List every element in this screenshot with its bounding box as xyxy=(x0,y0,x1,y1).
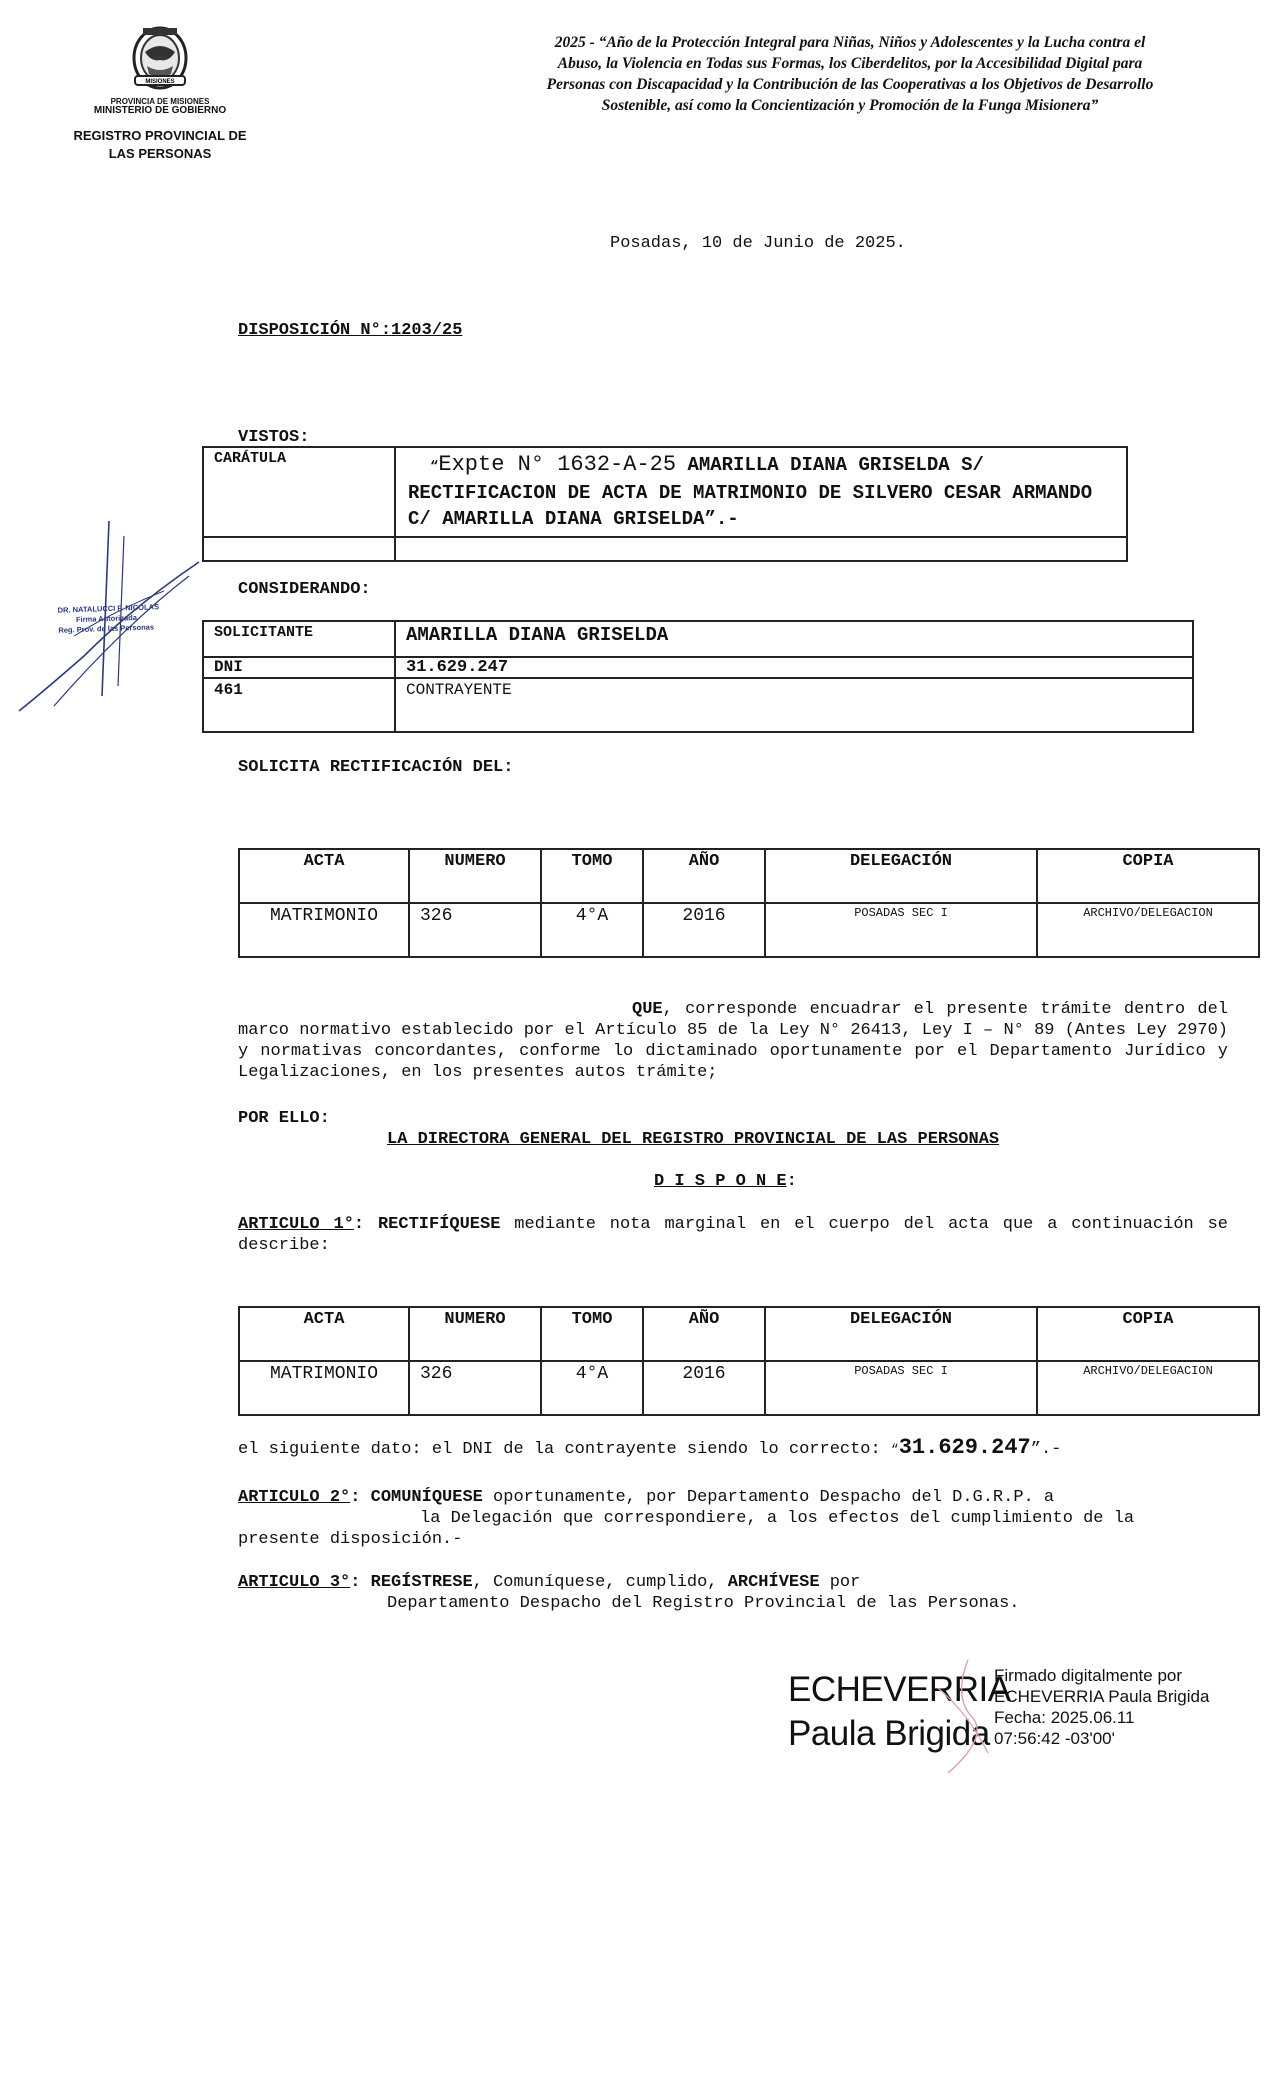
dato-line xyxy=(238,1437,1061,1460)
col-copia: COPIA xyxy=(1037,1307,1259,1361)
solicitante-value: AMARILLA DIANA GRISELDA xyxy=(395,621,1193,657)
caratula-empty-1 xyxy=(203,537,395,561)
cell-numero: 326 xyxy=(409,903,541,957)
registry-name xyxy=(60,127,260,163)
art3-tail: por xyxy=(819,1573,861,1592)
art1-colon: : xyxy=(353,1215,378,1234)
col-delegacion: DELEGACIÓN xyxy=(765,1307,1037,1361)
articulo-1 xyxy=(238,1214,1228,1256)
cell-anio: 2016 xyxy=(643,1361,765,1415)
vistos-heading: VISTOS: xyxy=(238,428,310,447)
solicita-heading: SOLICITA RECTIFICACIÓN DEL: xyxy=(238,758,514,777)
actas-table-1 xyxy=(238,848,1260,958)
art3-verb-2: ARCHÍVESE xyxy=(727,1573,820,1592)
signature-info-4: 07:56:42 -03'00' xyxy=(994,1729,1115,1748)
art2-text-3: presente disposición.- xyxy=(238,1530,463,1549)
year-motto: 2025 - “Año de la Protección Integral para Niñas, Niños y Adolescentes y la Lucha contra el Abuso, la Violencia en Todas sus Formas, los Ciberdelitos, por la Accesibilidad Digital para Personas con Discapacidad y la Contribución de las Cooperativas a los Objetivos de Desarrollo Sostenible, así como la Concientización y Promoción de la Funga Misionera” xyxy=(546,34,1154,114)
dato-value: 31.629.247 xyxy=(898,1435,1031,1460)
art1-verb: RECTIFÍQUESE xyxy=(377,1215,501,1234)
articulo-3 xyxy=(238,1572,1228,1614)
caratula-rest: AMARILLA DIANA GRISELDA S/ RECTIFICACION DE ACTA DE MATRIMONIO DE SILVERO CESAR ARMANDO C/ AMARILLA DIANA GRISELDA”.- xyxy=(408,454,1093,530)
art3-mid: , Comuníquese, cumplido, xyxy=(472,1573,728,1592)
considerando-heading: CONSIDERANDO: xyxy=(238,580,371,599)
dispone-heading xyxy=(654,1171,797,1192)
articulo-2 xyxy=(238,1487,1228,1550)
signature-info-2: ECHEVERRIA Paula Brigida xyxy=(994,1687,1210,1706)
caratula-table xyxy=(202,446,1128,562)
col-anio: AÑO xyxy=(643,1307,765,1361)
cell-acta: MATRIMONIO xyxy=(239,903,409,957)
dni-label: DNI xyxy=(203,657,395,678)
art2-label: ARTICULO 2° xyxy=(238,1488,351,1507)
col-anio: AÑO xyxy=(643,849,765,903)
stamp-line-2: Firma Autorizada xyxy=(75,613,138,625)
caratula-label: CARÁTULA xyxy=(203,447,395,537)
col-numero: NUMERO xyxy=(409,849,541,903)
cell-tomo: 4°A xyxy=(541,1361,643,1415)
dispone-text: D I S P O N E xyxy=(654,1172,787,1191)
role-code: 461 xyxy=(203,678,395,732)
art2-verb: COMUNÍQUESE xyxy=(370,1488,483,1507)
art3-colon: : xyxy=(350,1573,371,1592)
caratula-empty-2 xyxy=(395,537,1127,561)
cell-copia: ARCHIVO/DELEGACION xyxy=(1037,1361,1259,1415)
signature-info-3: Fecha: 2025.06.11 xyxy=(994,1708,1135,1727)
signer-surname: ECHEVERRIA xyxy=(788,1670,1011,1709)
authorized-stamp xyxy=(58,602,160,636)
registry-line-1: REGISTRO PROVINCIAL DE xyxy=(73,128,247,143)
dispone-colon: : xyxy=(786,1172,797,1191)
art2-colon: : xyxy=(350,1488,371,1507)
directora-line: LA DIRECTORA GENERAL DEL REGISTRO PROVINCIAL DE LAS PERSONAS xyxy=(387,1130,1000,1149)
solicitante-table xyxy=(202,620,1194,733)
expte-number: Expte N° 1632-A-25 xyxy=(438,452,677,477)
solicitante-label: SOLICITANTE xyxy=(203,621,395,657)
col-copia: COPIA xyxy=(1037,849,1259,903)
que-text: , corresponde encuadrar el presente trámite dentro del marco normativo establecido por el Artículo 85 de la Ley N° 26413, Ley I – N° 89 (Antes Ley 2970) y normativas concordantes, conforme lo dictaminado oportunamente por el Departamento Jurídico y Legalizaciones, en los presentes autos trámite; xyxy=(238,1000,1228,1082)
cell-anio: 2016 xyxy=(643,903,765,957)
open-quote: “ xyxy=(430,459,439,475)
date-line: Posadas, 10 de Junio de 2025. xyxy=(610,234,906,253)
dato-close: ”.- xyxy=(1030,1440,1062,1459)
cell-tomo: 4°A xyxy=(541,903,643,957)
cell-copia: ARCHIVO/DELEGACION xyxy=(1037,903,1259,957)
dato-open-quote: “ xyxy=(890,1442,899,1457)
art2-line-1 xyxy=(238,1487,1228,1508)
cell-numero: 326 xyxy=(409,1361,541,1415)
art3-text-2: Departamento Despacho del Registro Provincial de las Personas. xyxy=(387,1594,1020,1613)
dni-value: 31.629.247 xyxy=(395,657,1193,678)
col-tomo: TOMO xyxy=(541,849,643,903)
logo-block xyxy=(60,22,260,163)
stamp-line-1: DR. NATALUCCI F. NICOLAS xyxy=(57,602,160,615)
disposicion-number: DISPOSICIÓN N°:1203/25 xyxy=(238,321,463,340)
seal-text: MISIONES xyxy=(145,79,175,85)
art1-text: mediante nota marginal en el cuerpo del acta que a continuación se describe: xyxy=(238,1215,1229,1255)
signature-info-1: Firmado digitalmente por xyxy=(994,1666,1183,1685)
signer-given-names: Paula Brigida xyxy=(788,1714,990,1753)
col-delegacion: DELEGACIÓN xyxy=(765,849,1037,903)
art2-text-2: la Delegación que correspondiere, a los efectos del cumplimiento de la xyxy=(420,1509,1135,1528)
dato-text: el siguiente dato: el DNI de la contrayente siendo lo correcto: xyxy=(238,1440,891,1459)
signature-flourish-icon xyxy=(928,1658,998,1776)
logo-province: PROVINCIA DE MISIONES xyxy=(110,97,210,106)
art2-text-1: oportunamente, por Departamento Despacho del D.G.R.P. a xyxy=(482,1488,1055,1507)
signature-info xyxy=(994,1665,1209,1749)
registry-line-2: LAS PERSONAS xyxy=(108,146,212,161)
col-acta: ACTA xyxy=(239,849,409,903)
art3-line-1 xyxy=(238,1572,1228,1593)
coat-of-arms-icon xyxy=(125,22,195,92)
caratula-value xyxy=(395,447,1127,537)
art3-label: ARTICULO 3° xyxy=(238,1573,351,1592)
role-value: CONTRAYENTE xyxy=(395,678,1193,732)
stamp-line-3: Reg. Prov. de las Personas xyxy=(58,622,155,635)
que-lead: QUE xyxy=(632,1000,663,1019)
cell-delegacion: POSADAS SEC I xyxy=(765,903,1037,957)
col-acta: ACTA xyxy=(239,1307,409,1361)
art1-label: ARTICULO 1° xyxy=(238,1215,354,1234)
col-numero: NUMERO xyxy=(409,1307,541,1361)
por-ello: POR ELLO: xyxy=(238,1109,330,1128)
actas-table-2 xyxy=(238,1306,1260,1416)
logo-ministry: MINISTERIO DE GOBIERNO xyxy=(93,105,227,116)
col-tomo: TOMO xyxy=(541,1307,643,1361)
art3-verb-1: REGÍSTRESE xyxy=(370,1573,473,1592)
que-paragraph xyxy=(238,999,1228,1083)
cell-acta: MATRIMONIO xyxy=(239,1361,409,1415)
cell-delegacion: POSADAS SEC I xyxy=(765,1361,1037,1415)
